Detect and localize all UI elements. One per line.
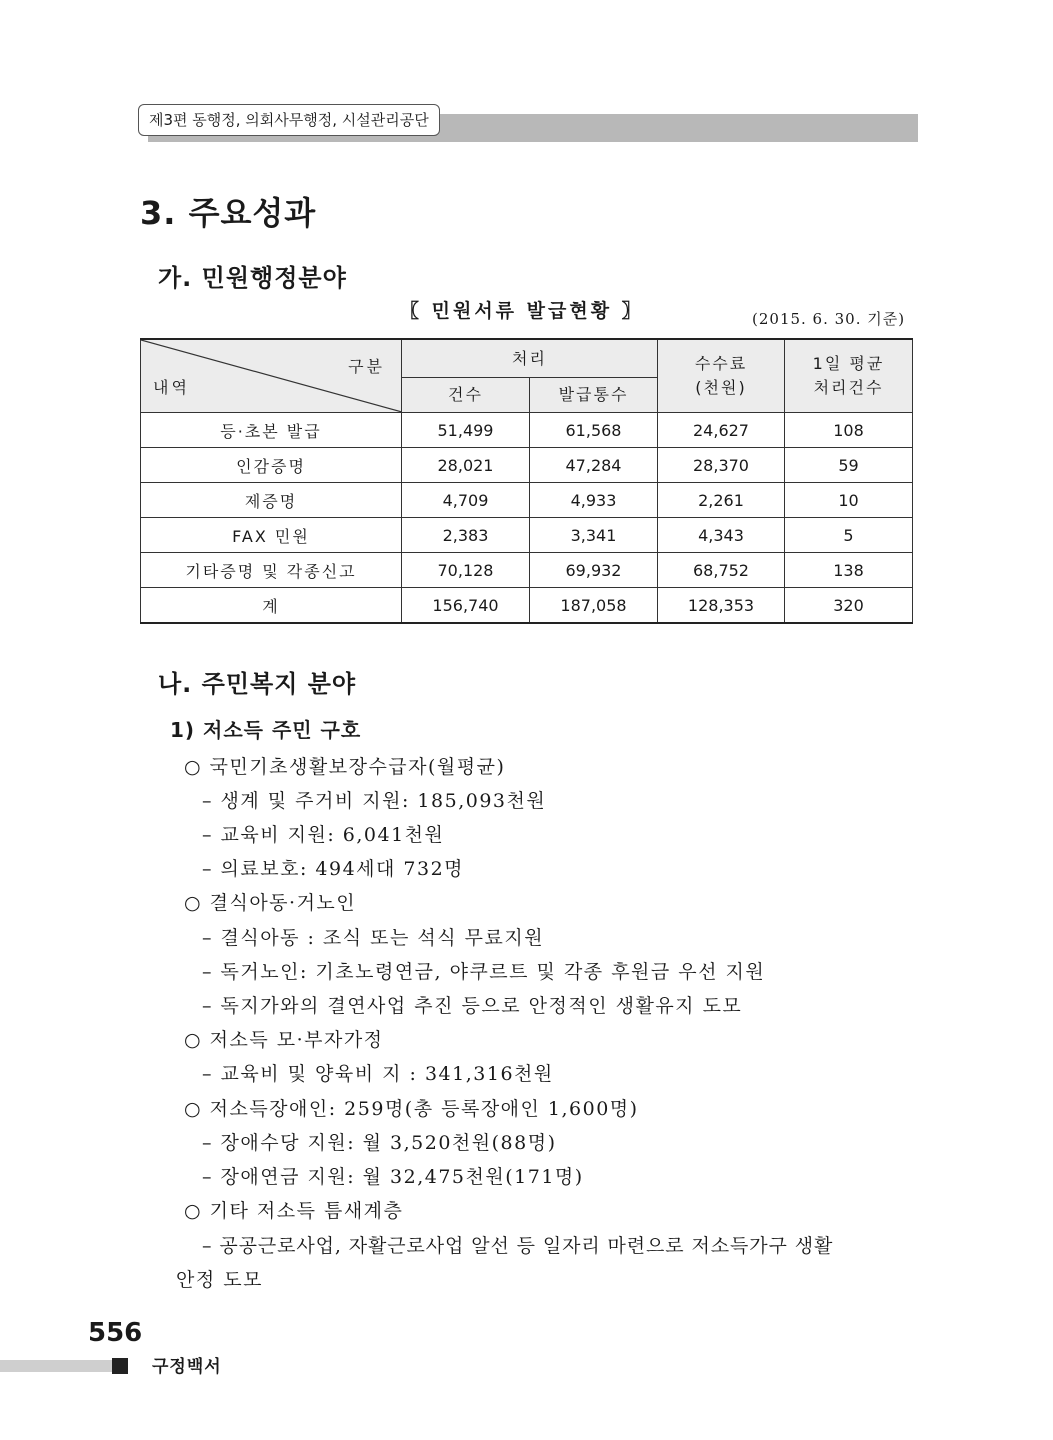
table-row [141, 448, 913, 483]
cell-issued: 187,058 [530, 588, 658, 624]
header-issued: 발급통수 [530, 378, 658, 413]
cell-fee: 128,353 [658, 588, 785, 624]
cell-count: 70,128 [402, 553, 530, 588]
cell-fee: 2,261 [658, 483, 785, 518]
table-row [141, 413, 913, 448]
cell-count: 4,709 [402, 483, 530, 518]
table-caption: 〖 민원서류 발급현황 〗 [400, 300, 644, 322]
header-avg-line2: 처리건수 [813, 378, 884, 397]
continuation-line: 안정 도모 [176, 1269, 263, 1291]
bullet-line: ○ 결식아동·거노인 [184, 892, 357, 914]
header-process: 처리 [402, 339, 658, 378]
cell-avg: 108 [785, 413, 913, 448]
footer-book-title: 구정백서 [152, 1357, 222, 1377]
dash-line: – 공공근로사업, 자활근로사업 알선 등 일자리 마련으로 저소득가구 생활 [202, 1235, 834, 1257]
table-date: (2015. 6. 30. 기준) [752, 310, 906, 328]
subsection-title-a: 가. 민원행정분야 [158, 264, 347, 292]
cell-avg: 320 [785, 588, 913, 624]
header-avg-line1: 1일 평균 [812, 354, 885, 373]
section-title: 3. 주요성과 [140, 194, 317, 232]
subsection-title-b: 나. 주민복지 분야 [158, 670, 357, 698]
page-number: 556 [88, 1318, 143, 1348]
cell-issued: 4,933 [530, 483, 658, 518]
row-label: 등·초본 발급 [141, 413, 402, 448]
dash-line: – 의료보호: 494세대 732명 [202, 858, 465, 880]
footer-square-icon [112, 1358, 128, 1374]
cell-count: 51,499 [402, 413, 530, 448]
cell-count: 156,740 [402, 588, 530, 624]
header-count: 건수 [402, 378, 530, 413]
header-daily-average [785, 339, 913, 413]
table-row [141, 483, 913, 518]
dash-line: – 장애수당 지원: 월 3,520천원(88명) [202, 1132, 557, 1154]
table-row [141, 518, 913, 553]
cell-issued: 3,341 [530, 518, 658, 553]
dash-line: – 생계 및 주거비 지원: 185,093천원 [202, 790, 547, 812]
dash-line: – 교육비 지원: 6,041천원 [202, 824, 445, 846]
bullet-line: ○ 국민기초생활보장수급자(월평균) [184, 756, 506, 778]
dash-line: – 결식아동 : 조식 또는 석식 무료지원 [202, 927, 545, 949]
dash-line: – 독지가와의 결연사업 추진 등으로 안정적인 생활유지 도모 [202, 995, 743, 1017]
cell-issued: 47,284 [530, 448, 658, 483]
dash-line: – 교육비 및 양육비 지 : 341,316천원 [202, 1063, 554, 1085]
cell-issued: 61,568 [530, 413, 658, 448]
cell-avg: 10 [785, 483, 913, 518]
welfare-item-heading: 1) 저소득 주민 구호 [170, 718, 362, 742]
chapter-header: 제3편 동행정, 의회사무행정, 시설관리공단 [138, 104, 440, 136]
cell-count: 2,383 [402, 518, 530, 553]
cell-avg: 5 [785, 518, 913, 553]
header-fee [658, 339, 785, 413]
bullet-line: ○ 저소득 모·부자가정 [184, 1029, 384, 1051]
footer-line [0, 1360, 112, 1372]
dash-line: – 장애연금 지원: 월 32,475천원(171명) [202, 1166, 584, 1188]
row-label: FAX 민원 [141, 518, 402, 553]
row-label: 기타증명 및 각종신고 [141, 553, 402, 588]
issuance-table [140, 338, 913, 624]
row-label: 제증명 [141, 483, 402, 518]
header-fee-line1: 수수료 [694, 354, 748, 373]
cell-avg: 138 [785, 553, 913, 588]
bullet-line: ○ 기타 저소득 틈새계층 [184, 1200, 404, 1222]
diagonal-header-cell [141, 339, 402, 413]
table-row [141, 553, 913, 588]
table-row-total [141, 588, 913, 624]
cell-fee: 24,627 [658, 413, 785, 448]
header-fee-line2: (천원) [695, 378, 747, 397]
bullet-line: ○ 저소득장애인: 259명(총 등록장애인 1,600명) [184, 1098, 639, 1120]
row-label: 계 [141, 588, 402, 624]
cell-fee: 28,370 [658, 448, 785, 483]
header-category: 구분 [348, 357, 385, 376]
cell-issued: 69,932 [530, 553, 658, 588]
cell-avg: 59 [785, 448, 913, 483]
row-label: 인감증명 [141, 448, 402, 483]
cell-fee: 68,752 [658, 553, 785, 588]
cell-count: 28,021 [402, 448, 530, 483]
header-detail: 내역 [153, 378, 190, 397]
cell-fee: 4,343 [658, 518, 785, 553]
dash-line: – 독거노인: 기초노령연금, 야쿠르트 및 각종 후원금 우선 지원 [202, 961, 766, 983]
